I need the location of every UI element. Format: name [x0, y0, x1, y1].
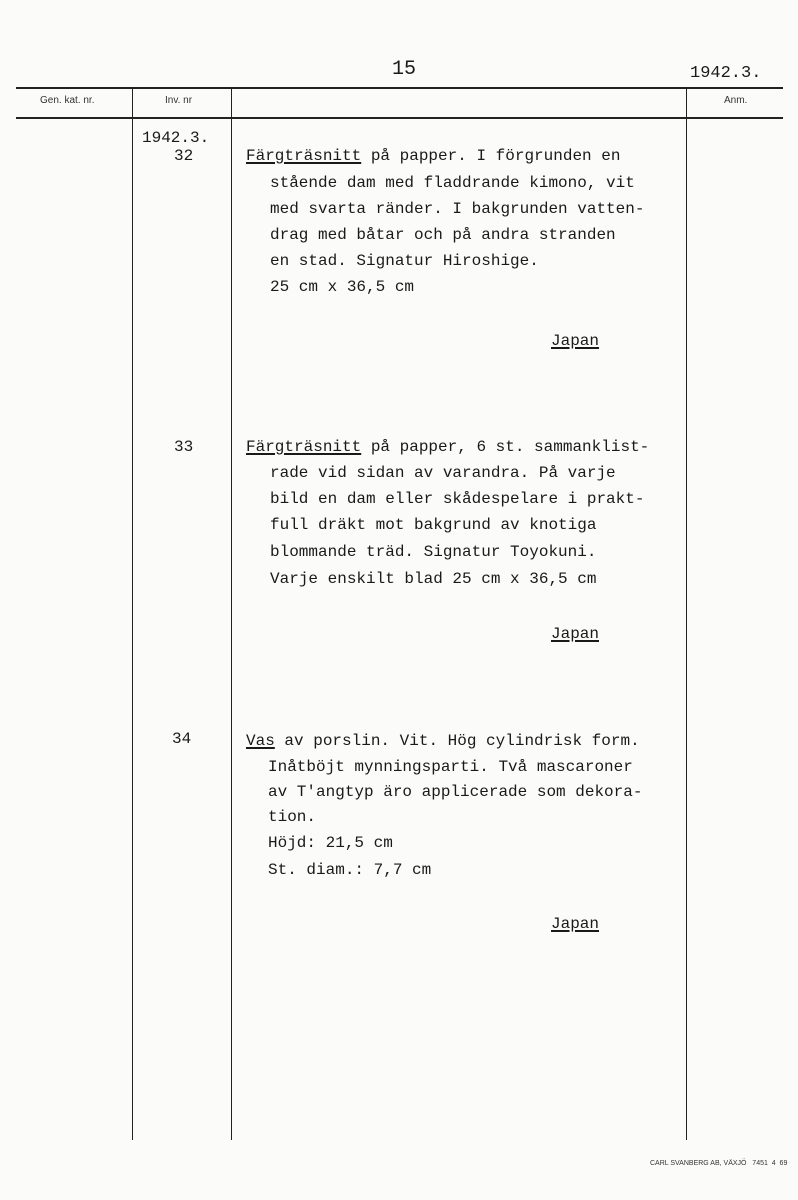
entry-line: av T'angtyp äro applicerade som dekora- — [268, 783, 643, 801]
entry-first-line-rest: av porslin. Vit. Hög cylindrisk form. — [274, 732, 640, 750]
entry-line: Varje enskilt blad 25 cm x 36,5 cm — [270, 570, 597, 588]
page-date: 1942.3. — [690, 64, 762, 83]
entry-origin: Japan — [551, 625, 600, 643]
entry-line: stående dam med fladdrande kimono, vit — [270, 174, 635, 192]
entry-first-line-rest: på papper, 6 st. sammanklist- — [361, 438, 650, 456]
entry-line: bild en dam eller skådespelare i prakt- — [270, 490, 645, 508]
entry-origin: Japan — [551, 332, 600, 350]
entry-line: drag med båtar och på andra stranden — [270, 226, 616, 244]
entry-first-line — [246, 146, 620, 166]
column-header-anm: Anm. — [724, 95, 748, 106]
entry-keyword: Färgträsnitt — [246, 147, 362, 165]
inv-number: 34 — [172, 730, 192, 748]
entry-line: 25 cm x 36,5 cm — [270, 278, 415, 296]
entry-line: full dräkt mot bakgrund av knotiga — [270, 516, 597, 534]
entry-line: med svarta ränder. I bakgrunden vatten- — [270, 200, 645, 218]
entry-keyword: Vas — [246, 732, 275, 750]
inv-prefix: 1942.3. — [142, 129, 210, 147]
entry-line: Höjd: 21,5 cm — [268, 834, 393, 852]
entry-first-line — [246, 731, 640, 751]
entry-line: blommande träd. Signatur Toyokuni. — [270, 543, 597, 561]
entry-line: St. diam.: 7,7 cm — [268, 861, 432, 879]
page-number: 15 — [392, 58, 417, 81]
entry-origin: Japan — [551, 915, 600, 933]
entry-first-line-rest: på papper. I förgrunden en — [361, 147, 621, 165]
entry-line: rade vid sidan av varandra. På varje — [270, 464, 616, 482]
column-divider-2 — [231, 88, 232, 1140]
column-divider-3 — [686, 88, 687, 1140]
entry-keyword: Färgträsnitt — [246, 438, 362, 456]
column-header-inv: Inv. nr — [165, 95, 193, 106]
inv-number: 33 — [174, 438, 194, 456]
printer-footer: CARL SVANBERG AB, VÄXJÖ 7451 4 69 — [650, 1160, 788, 1167]
inv-number: 32 — [174, 147, 194, 165]
entry-line: en stad. Signatur Hiroshige. — [270, 252, 539, 270]
column-header-gen-kat: Gen. kat. nr. — [40, 95, 95, 106]
entry-line: tion. — [268, 808, 317, 826]
entry-first-line — [246, 437, 649, 457]
column-divider-1 — [132, 88, 133, 1140]
entry-line: Inåtböjt mynningsparti. Två mascaroner — [268, 758, 633, 776]
